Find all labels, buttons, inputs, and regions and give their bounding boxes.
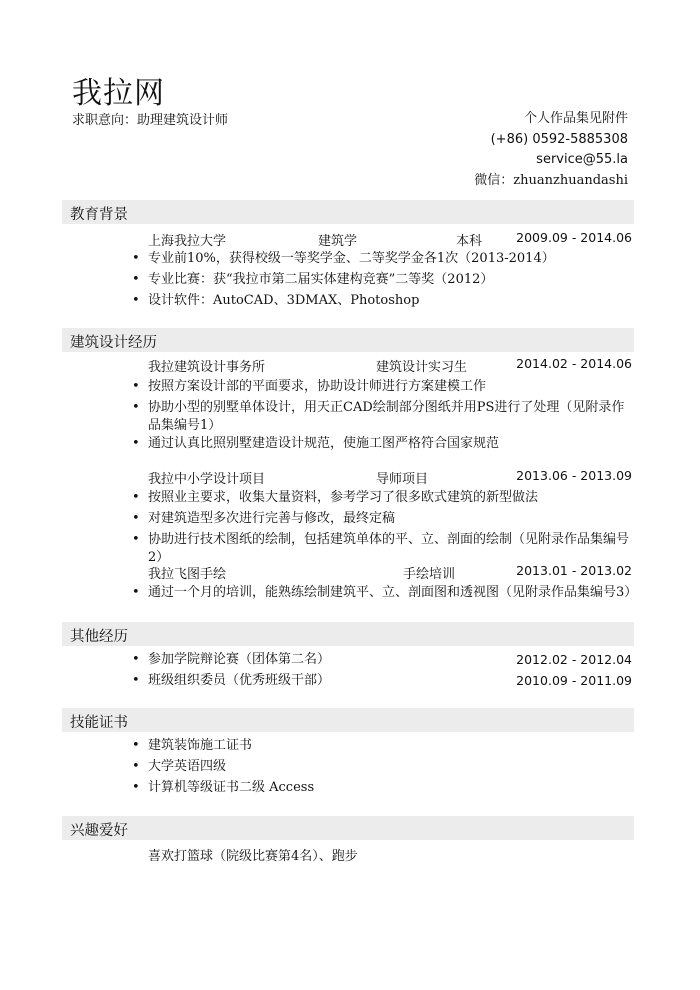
- hobbies-text: 喜欢打篮球（院级比赛第4名）、跑步: [148, 849, 358, 864]
- portfolio-note: 个人作品集见附件: [523, 111, 628, 126]
- wechat-id: 微信：zhuanzhuandashi: [474, 172, 628, 188]
- email-address[interactable]: service@55.la: [536, 152, 628, 167]
- section-experience: [62, 328, 634, 352]
- resume-name: 我拉网: [72, 76, 165, 111]
- date-range: 2013.01 - 2013.02: [516, 563, 632, 578]
- bullet-icon: •: [132, 251, 140, 266]
- section-skills: [62, 708, 634, 732]
- section-title: 建筑设计经历: [70, 335, 157, 351]
- date-range: 2010.09 - 2011.09: [516, 673, 632, 688]
- date-range: 2009.09 - 2014.06: [516, 230, 632, 245]
- bullet-icon: •: [132, 673, 140, 688]
- section-title: 教育背景: [70, 207, 128, 223]
- school-name: 上海我拉大学: [148, 234, 227, 249]
- major: 建筑学: [318, 234, 358, 249]
- education-row: [148, 230, 632, 250]
- organization: 我拉飞图手绘: [148, 567, 227, 582]
- section-title: 其他经历: [70, 629, 128, 645]
- bullet-icon: •: [132, 293, 140, 308]
- bullet-icon: •: [132, 379, 140, 394]
- section-education: [62, 200, 634, 224]
- bullet-icon: •: [132, 400, 140, 415]
- bullet-icon: •: [132, 652, 140, 667]
- bullet-icon: •: [132, 585, 140, 600]
- bullet-icon: •: [132, 436, 140, 451]
- bullet-icon: •: [132, 738, 140, 753]
- date-range: 2013.06 - 2013.09: [516, 468, 632, 483]
- role: 手绘培训: [403, 567, 456, 582]
- section-title: 兴趣爱好: [70, 823, 128, 839]
- bullet-icon: •: [132, 759, 140, 774]
- bullet-icon: •: [132, 780, 140, 795]
- organization: 我拉中小学设计项目: [148, 472, 266, 487]
- section-title: 技能证书: [70, 715, 128, 731]
- section-hobbies: [62, 816, 634, 840]
- bullet-icon: •: [132, 490, 140, 505]
- organization: 我拉建筑设计事务所: [148, 360, 266, 375]
- bullet-icon: •: [132, 511, 140, 526]
- date-range: 2012.02 - 2012.04: [516, 652, 632, 667]
- bullet-icon: •: [132, 272, 140, 287]
- section-other-experience: [62, 622, 634, 646]
- role: 导师项目: [376, 472, 429, 487]
- date-range: 2014.02 - 2014.06: [516, 356, 632, 371]
- job-objective: 求职意向：助理建筑设计师: [72, 113, 229, 128]
- degree: 本科: [456, 234, 483, 249]
- experience-row: [148, 356, 632, 376]
- role: 建筑设计实习生: [376, 360, 468, 375]
- bullet-icon: •: [132, 532, 140, 547]
- phone-number: (+86) 0592-5885308: [490, 131, 628, 147]
- contact-block: [474, 109, 628, 191]
- experience-row: [148, 563, 632, 583]
- experience-row: [148, 468, 632, 488]
